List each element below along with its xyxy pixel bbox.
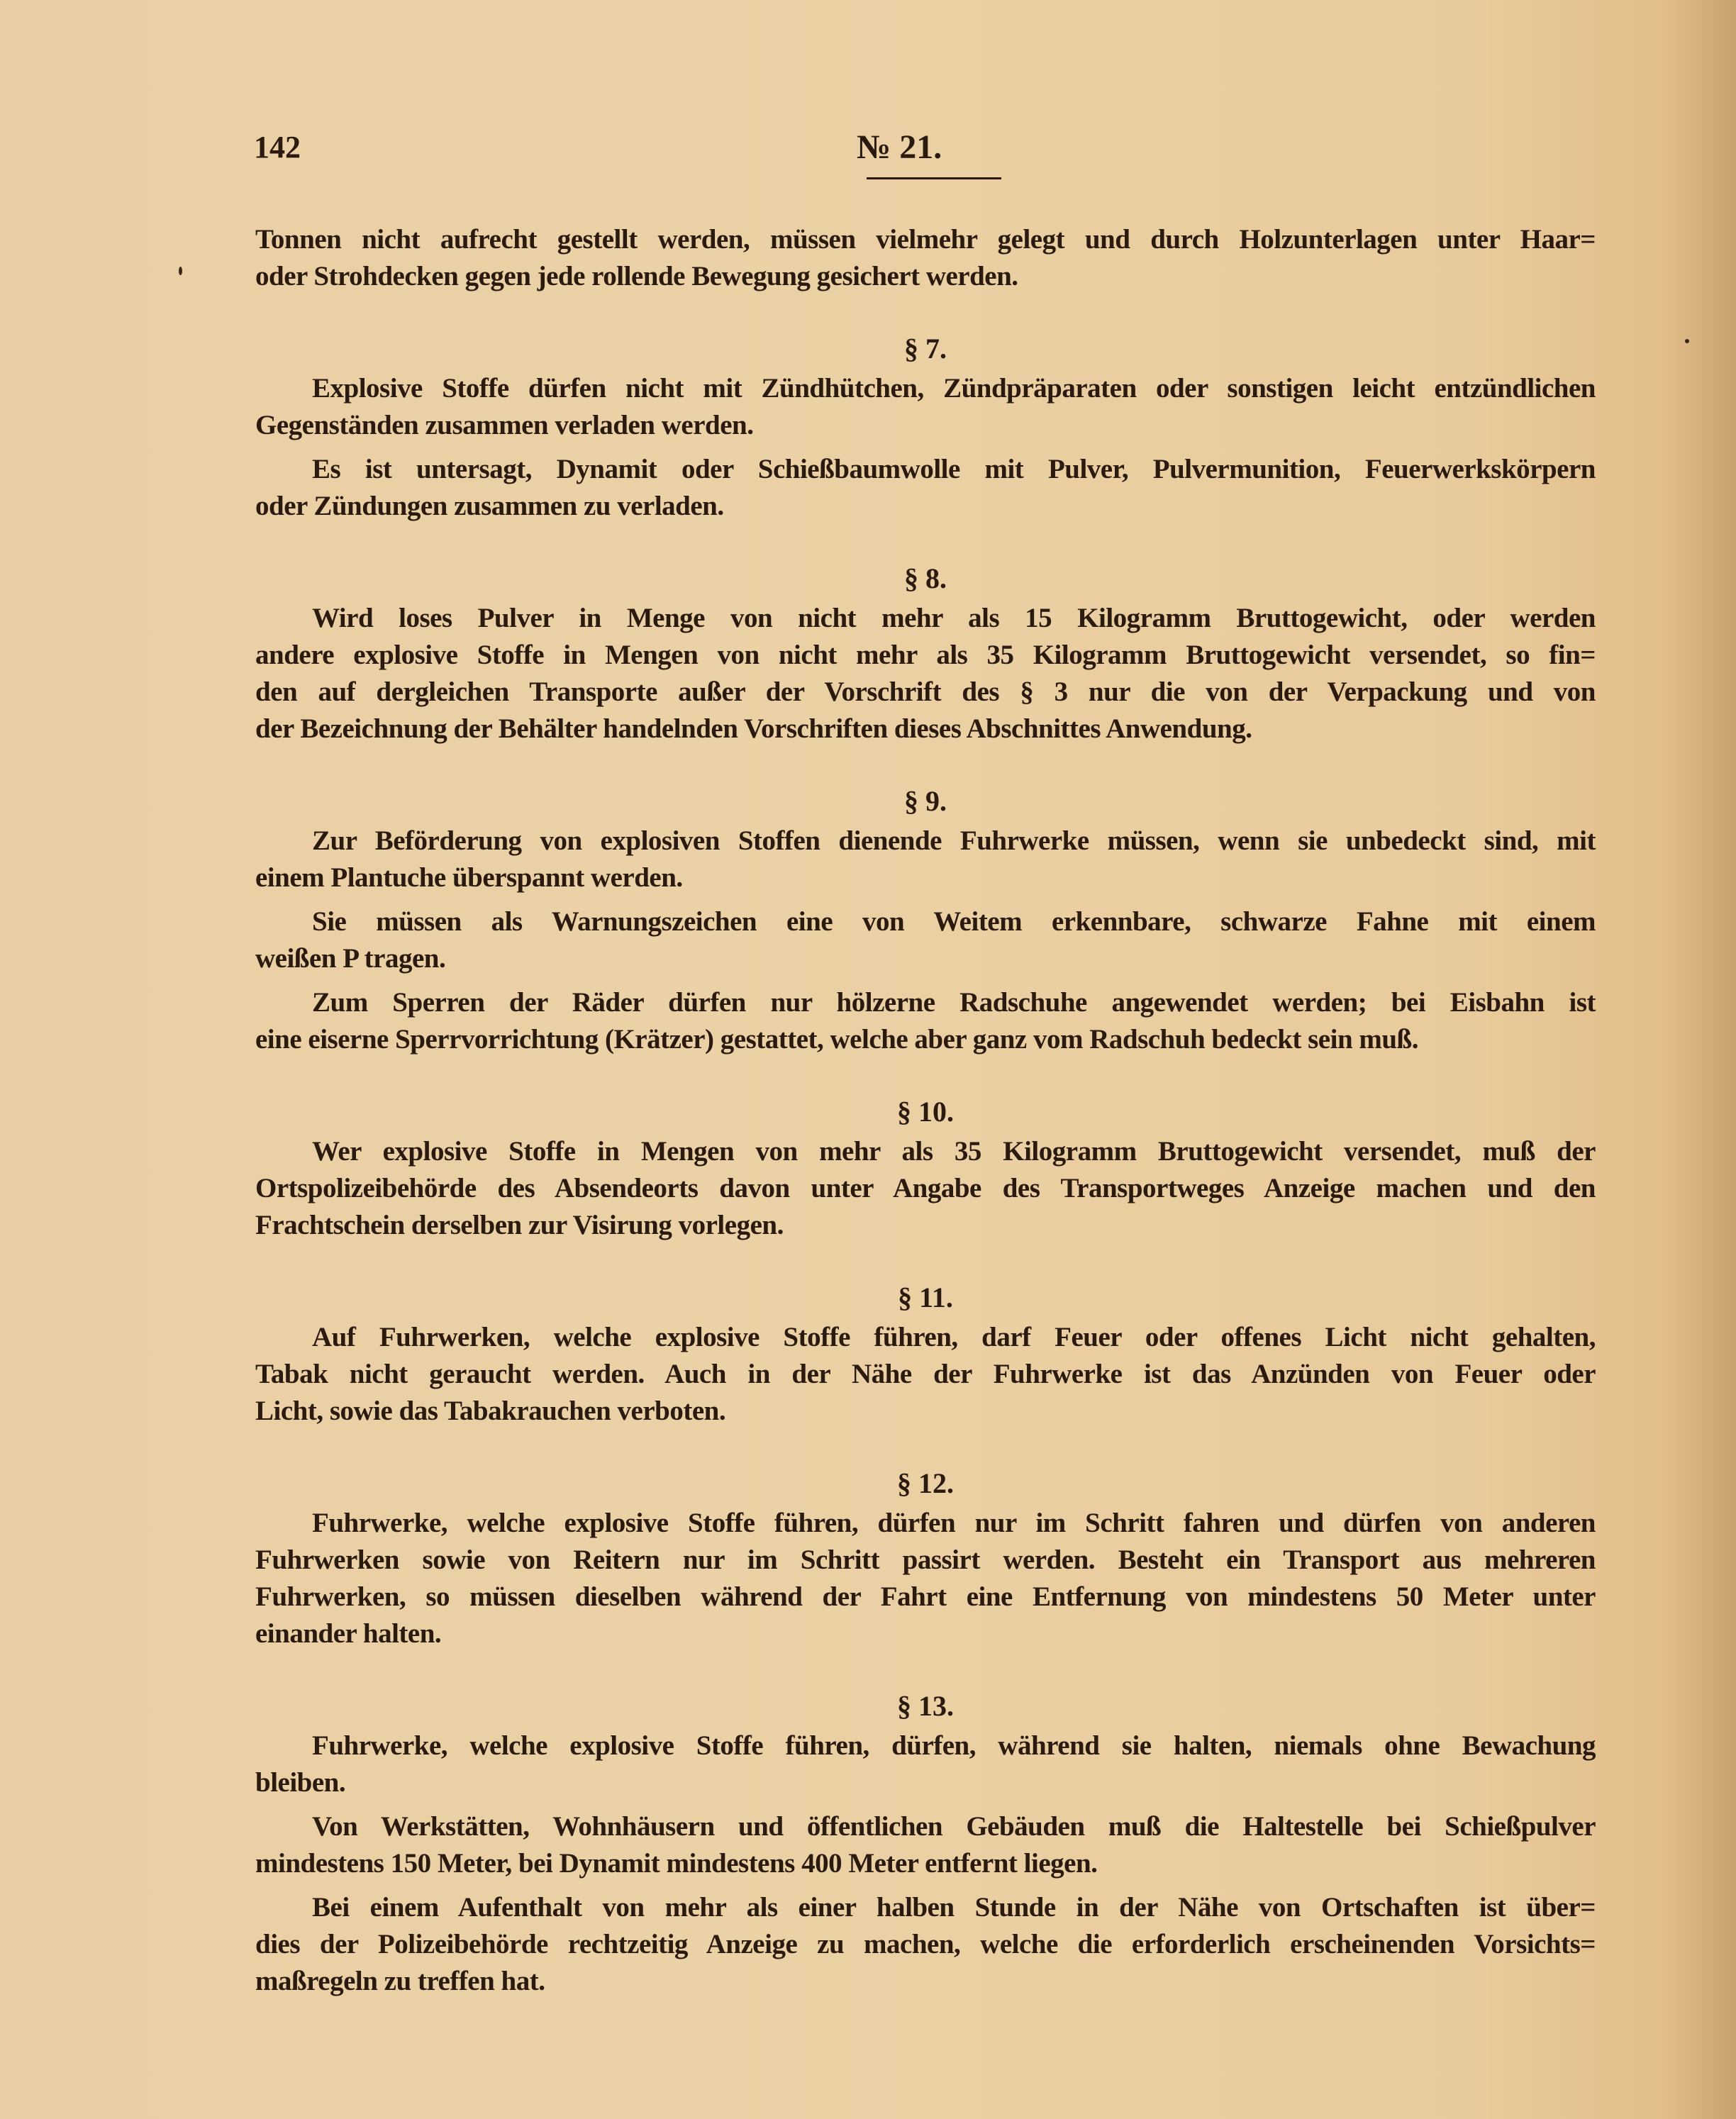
text-line: oder Strohdecken gegen jede rollende Bewegung gesichert werden.	[255, 261, 1018, 291]
paragraph	[255, 823, 1596, 896]
section	[255, 560, 1596, 747]
paragraph	[255, 370, 1596, 444]
paragraph	[255, 451, 1596, 525]
text-line: Frachtschein derselben zur Visirung vorlegen.	[255, 1210, 784, 1240]
text-line: Von Werkstätten, Wohnhäusern und öffentlichen Gebäuden muß die Haltestelle bei Schießpulver	[312, 1811, 1596, 1842]
paragraph	[255, 600, 1596, 747]
page-number: 142	[254, 130, 301, 165]
paragraph	[255, 1319, 1596, 1430]
document-body	[255, 221, 1596, 2007]
text-line: Zum Sperren der Räder dürfen nur hölzerne Radschuhe angewendet werden; bei Eisbahn ist	[312, 987, 1596, 1018]
text-line: den auf dergleichen Transporte außer der Vorschrift des § 3 nur die von der Verpackung und von	[255, 677, 1596, 707]
text-line: Sie müssen als Warnungszeichen eine von Weitem erkennbare, schwarze Fahne mit einem	[312, 906, 1596, 937]
section-heading: § 12.	[897, 1467, 954, 1499]
text-line: Explosive Stoffe dürfen nicht mit Zündhütchen, Zündpräparaten oder sonstigen leicht entzündlichen	[312, 373, 1596, 404]
text-line: Tonnen nicht aufrecht gestellt werden, müssen vielmehr gelegt und durch Holzunterlagen unter Haar=	[255, 224, 1596, 255]
paragraph	[255, 984, 1596, 1058]
text-line: Wer explosive Stoffe in Mengen von mehr als 35 Kilogramm Bruttogewicht versendet, muß der	[312, 1136, 1596, 1167]
text-line: bleiben.	[255, 1767, 346, 1798]
text-line: der Bezeichnung der Behälter handelnden Vorschriften dieses Abschnittes Anwendung.	[255, 713, 1252, 744]
text-line: andere explosive Stoffe in Mengen von nicht mehr als 35 Kilogramm Bruttogewicht versendet, so fin=	[255, 640, 1596, 670]
text-line: Wird loses Pulver in Menge von nicht mehr als 15 Kilogramm Bruttogewicht, oder werden	[312, 603, 1596, 633]
section	[255, 783, 1596, 1058]
text-line: weißen P tragen.	[255, 943, 446, 974]
section-heading: § 8.	[904, 562, 947, 594]
text-line: Tabak nicht geraucht werden. Auch in der Nähe der Fuhrwerke ist das Anzünden von Feuer oder	[255, 1359, 1596, 1389]
section-heading: § 7.	[904, 333, 947, 365]
paragraph	[255, 903, 1596, 977]
section	[255, 330, 1596, 525]
paragraph	[255, 1808, 1596, 1882]
section-heading: § 10.	[897, 1096, 954, 1128]
text-line: Fuhrwerke, welche explosive Stoffe führen, dürfen nur im Schritt fahren und dürfen von anderen	[312, 1508, 1596, 1538]
section	[255, 1465, 1596, 1652]
text-line: oder Zündungen zusammen zu verladen.	[255, 491, 724, 521]
text-line: maßregeln zu treffen hat.	[255, 1966, 545, 1996]
section-heading: § 11.	[898, 1281, 953, 1313]
section	[255, 1279, 1596, 1430]
section	[255, 1094, 1596, 1244]
text-line: einem Plantuche überspannt werden.	[255, 862, 683, 893]
text-line: einander halten.	[255, 1618, 442, 1649]
issue-number: № 21.	[857, 128, 942, 166]
header-rule	[867, 177, 1001, 179]
text-line: Bei einem Aufenthalt von mehr als einer halben Stunde in der Nähe von Ortschaften ist über=	[312, 1892, 1596, 1923]
margin-mark	[1685, 339, 1689, 343]
text-line: Ortspolizeibehörde des Absendeorts davon unter Angabe des Transportweges Anzeige machen und den	[255, 1173, 1596, 1203]
margin-mark	[179, 267, 182, 275]
paragraph	[255, 1889, 1596, 2000]
text-line: Fuhrwerken sowie von Reitern nur im Schritt passirt werden. Besteht ein Transport aus mehreren	[255, 1545, 1596, 1575]
section-heading: § 9.	[904, 785, 947, 817]
section	[255, 221, 1596, 295]
paragraph	[255, 221, 1596, 295]
paragraph	[255, 1133, 1596, 1244]
text-line: Auf Fuhrwerken, welche explosive Stoffe führen, darf Feuer oder offenes Licht nicht gehalten,	[312, 1322, 1596, 1352]
text-line: Zur Beförderung von explosiven Stoffen dienende Fuhrwerke müssen, wenn sie unbedeckt sind, mit	[312, 825, 1596, 856]
text-line: eine eiserne Sperrvorrichtung (Krätzer) gestattet, welche aber ganz vom Radschuh bedeckt sein muß.	[255, 1024, 1418, 1055]
paragraph	[255, 1728, 1596, 1801]
text-line: Gegenständen zusammen verladen werden.	[255, 410, 754, 440]
text-line: dies der Polizeibehörde rechtzeitig Anzeige zu machen, welche die erforderlich erscheinenden Vorsichts=	[255, 1929, 1596, 1959]
section-heading: § 13.	[897, 1690, 954, 1722]
text-line: Es ist untersagt, Dynamit oder Schießbaumwolle mit Pulver, Pulvermunition, Feuerwerkskörpern	[312, 454, 1596, 484]
text-line: Licht, sowie das Tabakrauchen verboten.	[255, 1396, 726, 1426]
text-line: Fuhrwerken, so müssen dieselben während der Fahrt eine Entfernung von mindestens 50 Meter unter	[255, 1581, 1596, 1612]
text-line: Fuhrwerke, welche explosive Stoffe führen, dürfen, während sie halten, niemals ohne Bewachung	[312, 1730, 1596, 1761]
paragraph	[255, 1505, 1596, 1652]
text-line: mindestens 150 Meter, bei Dynamit mindestens 400 Meter entfernt liegen.	[255, 1848, 1098, 1879]
section	[255, 1688, 1596, 2000]
